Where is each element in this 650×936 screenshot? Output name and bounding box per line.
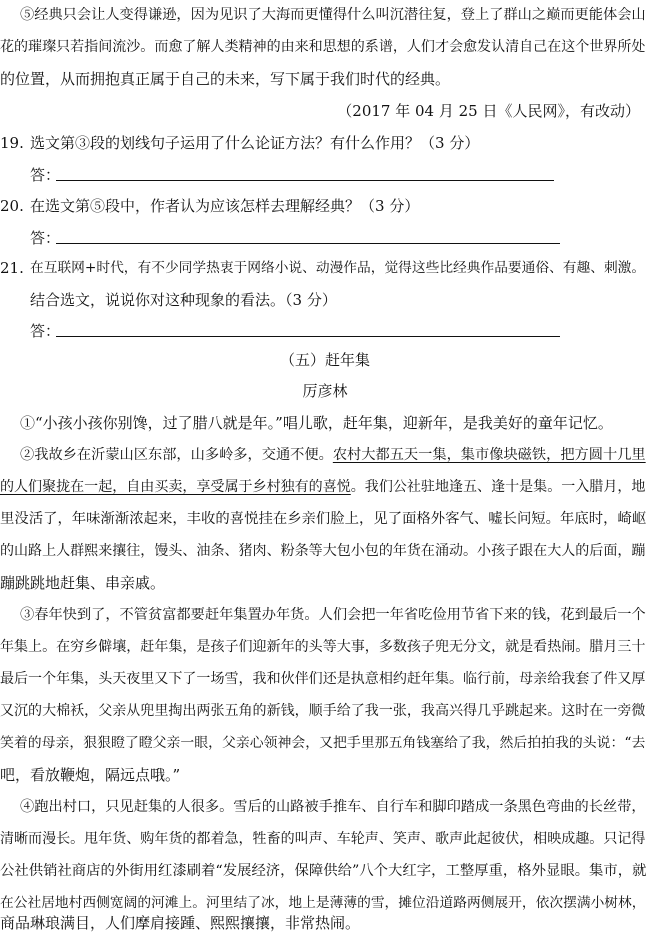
paragraph-2-line-1 [20, 445, 646, 465]
underlined-sentence: 农村大都五天一集，集市像块磁铁，把方圆十几里 [332, 447, 646, 463]
passage-author: 厉彦林 [302, 382, 348, 400]
paragraph-2-line: 里没活了，年味渐渐浓起来，丰收的喜悦挂在乡亲们脸上，见了面格外客气、嘘长问短。年底时，崎岖 [0, 511, 647, 527]
paragraph-4-line: 清晰而漫长。甩年货、购年货的都着急，牲畜的叫声、车轮声、笑声、歌声此起彼伏，相映成趣。只记得 [0, 831, 646, 847]
passage-title: （五）赶年集 [279, 351, 370, 369]
paragraph-5-line: 花的璀璨只若指间流沙。而愈了解人类精神的由来和思想的系谱，人们才会愈发认清自己在这个世界所处 [0, 39, 646, 55]
underlined-sentence: 的人们聚拢在一起，自由买卖，享受属于乡村独有的喜悦 [0, 479, 351, 495]
question-20-answer-line[interactable] [56, 243, 560, 244]
question-21-answer-line[interactable] [56, 336, 560, 337]
question-19-answer-line[interactable] [56, 180, 554, 181]
question-21-answer-label: 答： [30, 322, 61, 340]
paragraph-3-line: 笑着的母亲，狠狠瞪了瞪父亲一眼，父亲心领神会，又把手里那五角钱塞给了我，然后拍拍我的头说：“去 [0, 735, 646, 751]
paragraph-2-plain: 。我们公社驻地逢五、逢十是集。一入腊月，地 [350, 479, 646, 495]
paragraph-3-line: 吧，看放鞭炮，隔远点哦。” [0, 766, 181, 784]
source-citation: （2017 年 04 月 25 日《人民网》，有改动） [337, 102, 640, 120]
paragraph-5-line: 的位置，从而拥抱真正属于自己的未来，写下属于我们时代的经典。 [0, 70, 451, 88]
paragraph-3-line: 年集上。在穷乡僻壤，赶年集，是孩子们迎新年的头等大事，多数孩子兜无分文，就是看热闹。腊月三十 [0, 639, 646, 655]
question-19-answer-label: 答： [30, 166, 61, 184]
question-19-text: 选文第③段的划线句子运用了什么论证方法？有什么作用？（3 分） [30, 134, 480, 152]
paragraph-3-line: 又沉的大棉袄，父亲从兜里掏出两张五角的新钱，顺手给了我一张，我高兴得几乎跳起来。这时在一旁微 [0, 703, 646, 719]
paragraph-1: ①“小孩小孩你别馋，过了腊八就是年。”唱儿歌，赶年集，迎新年，是我美好的童年记忆。 [20, 414, 613, 432]
paragraph-4-line: 商品琳琅满目，人们摩肩接踵、熙熙攘攘，非常热闹。 [0, 914, 361, 932]
question-20-number: 20. [0, 197, 24, 215]
paragraph-3-line: 最后一个年集，头天夜里又下了一场雪，我和伙伴们还是执意相约赶年集。临行前，母亲给我套了件又厚 [0, 671, 646, 687]
paragraph-4-line: 在公社居地村西侧宽阔的河滩上。河里结了冰，地上是薄薄的雪，摊位沿道路两侧展开，依次摆满小树林， [0, 895, 646, 911]
paragraph-5-line: ⑤经典只会让人变得谦逊，因为见识了大海而更懂得什么叫沉潜往复，登上了群山之巅而更能体会山 [20, 7, 646, 23]
paragraph-3-line: ③春年快到了，不管贫富都要赶年集置办年货。人们会把一年省吃俭用节省下来的钱，花到最后一个 [20, 607, 646, 623]
question-21-text: 结合选文，说说你对这种现象的看法。（3 分） [30, 291, 337, 309]
question-20-answer-label: 答： [30, 229, 61, 247]
question-21-text: 在互联网+时代，有不少同学热衷于网络小说、动漫作品，觉得这些比经典作品要通俗、有趣、刺激。 [30, 260, 646, 276]
paragraph-2-plain: ②我故乡在沂蒙山区东部，山多岭多，交通不便。 [20, 447, 333, 463]
question-19-number: 19. [0, 134, 24, 152]
paragraph-2-line-2 [0, 477, 645, 497]
paragraph-2-line: 蹦跳跳地赶集、串亲戚。 [0, 574, 166, 592]
paragraph-4-line: 公社供销社商店的外街用红漆刷着“发展经济，保障供给”八个大红字，工整厚重，格外显眼。集市，就 [0, 863, 647, 879]
paragraph-2-line: 的山路上人群熙来攘往，馒头、油条、猪肉、粉条等大包小包的年货在涌动。小孩子跟在大人的后面，蹦 [0, 543, 646, 559]
paragraph-4-line: ④跑出村口，只见赶集的人很多。雪后的山路被手推车、自行车和脚印踏成一条黑色弯曲的长丝带， [20, 799, 646, 815]
question-21-number: 21. [0, 259, 24, 277]
question-20-text: 在选文第⑤段中，作者认为应该怎样去理解经典？（3 分） [30, 197, 420, 215]
